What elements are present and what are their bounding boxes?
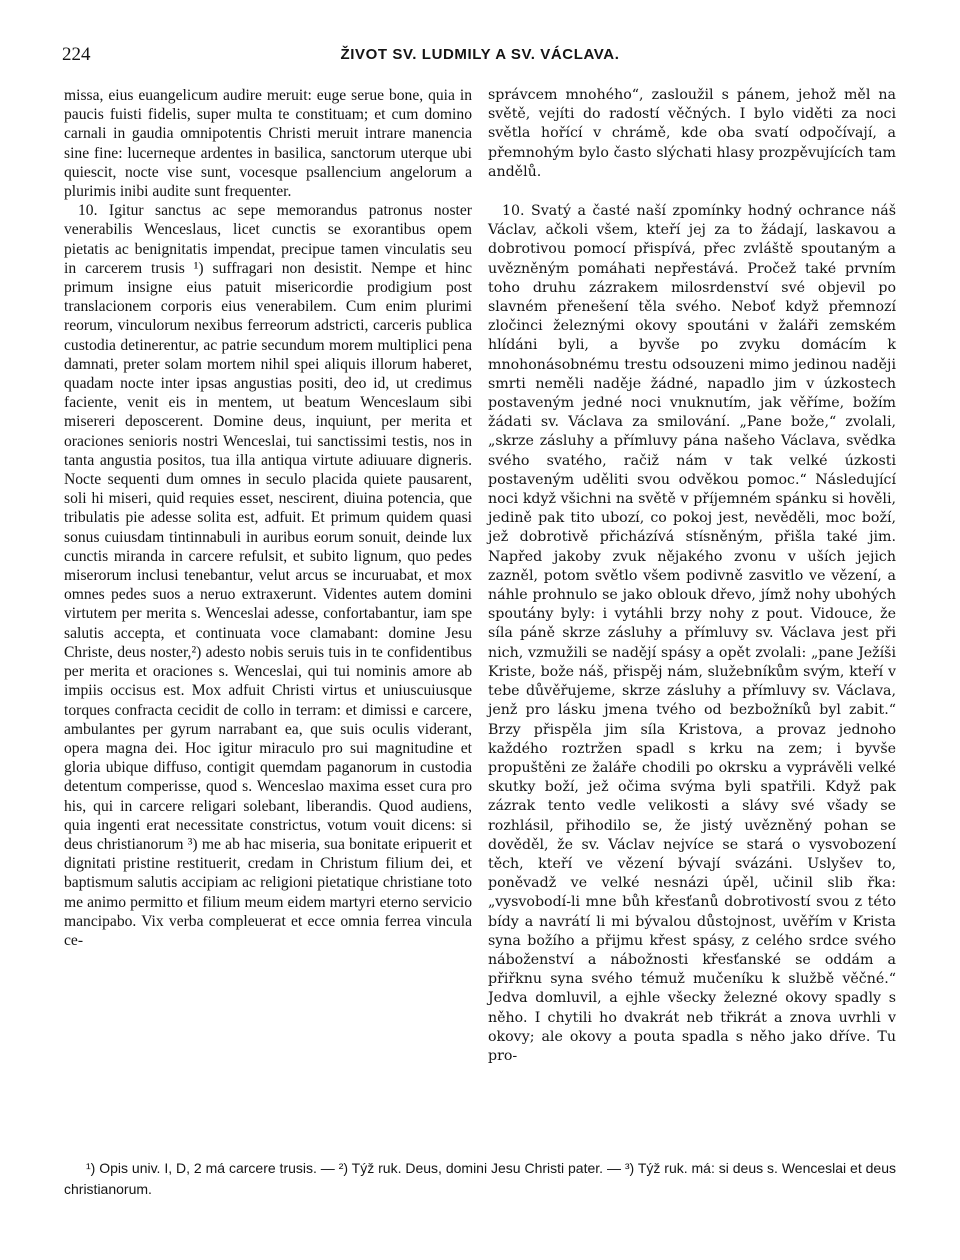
czech-column: [488, 86, 896, 1066]
running-title: ŽIVOT SV. LUDMILY A SV. VÁCLAVA.: [340, 46, 620, 63]
czech-paragraph: správcem mnohého“, zasloužil s pánem, jehož měl na světě, vejíti do radostí věčných. I bylo viděti za noci světla hořící v chrámě, kde oba svatí odpočívají, a přemnohým bylo často slýchati hlasy prozpěvujících tam andělů.: [488, 87, 896, 180]
footnote-text: ¹) Opis univ. I, D, 2 má carcere trusis. — ²) Týž ruk. Deus, domini Jesu Christi pater. — ³) Týž ruk. má: si deus s. Wenceslai et deus christianorum.: [64, 1160, 896, 1197]
latin-paragraph: 10. Igitur sanctus ac sepe memorandus patronus noster venerabilis Wenceslaus, licet cunctis se exorantibus opem pietatis ac benignitatis impendat, precipue tamen vinculatis seu in carcerem trusis ¹) suffragari non desistit. Nempe et hinc primum insigne eius patuit misericordie prodigium post translacionem corporis eius venerabilem. Cum enim plurimi reorum, vinculorum nexibus ferreorum adstricti, carceris publica custodia detinerentur, ac patrie secundum morem multiplici pena damnati, preter solam mortem nihil spei aliquis illorum haberet, quadam nocte inter ipsas angustias positi, deo id, ut credimus faciente, venit eis in mentem, ut beatum Wenceslaum sibi misereri deposcerent. Domine deus, inquiunt, per merita et oraciones senioris nostri Wenceslai, tui sanctissimi testis, nos in tanta angustia positos, tua illa antiqua virtute adiuuare digneris. Nocte sequenti dum omnes in seculo placida quiete pausarent, soli hi miseri, quid requies esset, nescirent, diuina potencia, que tribulatis pie adesse solita est, adfuit. Et primum quidem quasi sonus cuiusdam tintinnabuli in auribus eorum sonuit, deinde lux cunctis miranda in carcere refulsit, et subito lignum, quo pedes miserorum inclusi tenebantur, velut arcus se incuruabat, et mox omnes pedes suos a neruo extraxerunt. Videntes autem domini virtutem per merita s. Wenceslai adesse, confortabantur, iam spe salutis accepta, et continuata voce clamabant: domine Jesu Christe, deus noster,²) adesto nobis seruis tuis in te confidentibus per merita et oraciones s. Wenceslai, qui tui nominis amore ab impiis occisus est. Mox adfuit Christi virtus et uniuscuiusque torques confracta cecidit de collo in terram: et dimissi e carcere, ambulantes per gyrum narrabant ea, que suis oculis viderant, opera magna dei. Hoc igitur miraculo pro sui magnitudine et gloria ubique diffuso, contigit quemdam paganorum in custodia detentum comperisse, quod s. Wenceslao maxima esset cura pro his, qui in carcere religari solebant, liberandis. Quod audiens, quia ingenti erat necessitate constrictus, votum vouit dicens: si deus christianorum ³) me ab hac miseria, sua bonitate eripuerit et dignitati pristine restituerit, credam in Christum filium dei, et baptismum salutis accipiam ac religioni pietatique christiane toto me animo permitto et filium meum eidem martyri eterno servicio mancipabo. Vix verba compleuerat et ecce omnia ferrea vincula ce-: [64, 202, 472, 949]
page-header: [62, 44, 898, 68]
footnotes: [64, 1158, 896, 1200]
page-number: 224: [62, 44, 91, 65]
latin-column: [64, 86, 472, 950]
czech-paragraph: 10. Svatý a časté naší zpomínky hodný ochrance náš Václav, ačkoli všem, kteří jej za to žádají, laskavou a dobrotivou pomocí přispívá, přec zvláště spoutaným a uvězněným pomáhati nepřestává. Pročež také prvním toho druhu zázrakem milosrdenství své objevil po slavném přenešení těla svého. Neboť když přemnozí zločinci železnými okovy spoutáni v žaláři zemském hlídáni byli, a byvše po zvyku domácím k mnohonásobnému trestu odsouzeni mimo jedinou naději smrti neměli naděje žádné, napadlo jim v úzkostech postaveným jedné noci vnuknutím, jak věříme, božím žádati sv. Václava za smilování. „Pane bože,“ zvolali, „skrze zásluhy a přímluvy pána našeho Václava, svědka svého svatého, račiž nám v tak velké úzkosti postaveným uděliti svou odvěkou pomoc.“ Následující noci když všichni na světě v příjemném spánku si hověli, jedině pak tito ubozí, co pokoj jest, nevěděli, moc boží, jež dobrotivě přicházívá stísněným, přišla také jim. Napřed jakoby zvuk nějakého zvonu v uších jejich zazněl, potom světlo všem podivně zasvitlo ve vězení, a náhle prohnulo se jako oblouk dřevo, jímž nohy ubohých spoutány byly: i vytáhli brzy nohy z pout. Vidouce, že síla páně skrze zásluhy a přímluvy sv. Václava jest při nich, vzmužili se nadějí spásy a opět zvolali: „pane Ježíši Kriste, bože náš, přispěj nám, služebníkům svým, kteří v tebe důvěřujeme, skrze zásluhy a přímluvy sv. Václava, jenž pro lásku jmena tvého od bezbožníků byl zabit.“ Brzy přispěla jim síla Kristova, a provaz jednoho každého roztržen spadl s krku na zem; i byvše propuštěni ze žaláře chodili po okrsku a vyprávěli velké skutky boží, jež očima svýma byli spatřili. Když pak zázrak tento vedle velikosti a slávy své všady se rozhlásil, přihodilo se, že jistý uvězněný pohan se dověděl, že sv. Václav nejvíce se stará o vysvobození těch, kteří ve vězení bývají svázáni. Uslyšev to, poněvadž ve velké nesnázi úpěl, učinil slib řka: „vysvobodí-li mne bůh křesťanů dobrotivostí svou z této bídy a navrátí li mi bývalou důstojnost, uvěřím v Krista syna božího a přijmu křest spásy, z celého srdce svého náboženství a nábožnosti křesťanské se oddám a přiřknu syna svého témuž mučeníku k službě věčné.“ Jedva domluvil, a ejhle všecky železné okovy spadly s něho. I chytili ho dvakrát neb třikrát a znova uvrhli v okovy; ale okovy a pouta spadla s něho jako dříve. Tu pro-: [488, 203, 896, 1064]
latin-paragraph: missa, eius euangelicum audire meruit: euge serue bone, quia in paucis fuisti fidelis, super multa te constituam; et cum domino carnali in gaudia omnipotentis Christi meruit intrare manencia sine fine: lucerneque ardentes in basilica, sanctorum uterque ubi quiescit, nocte vise sunt, vocesque psallencium angelorum a plurimis inibi audite sunt frequenter.: [64, 87, 472, 201]
